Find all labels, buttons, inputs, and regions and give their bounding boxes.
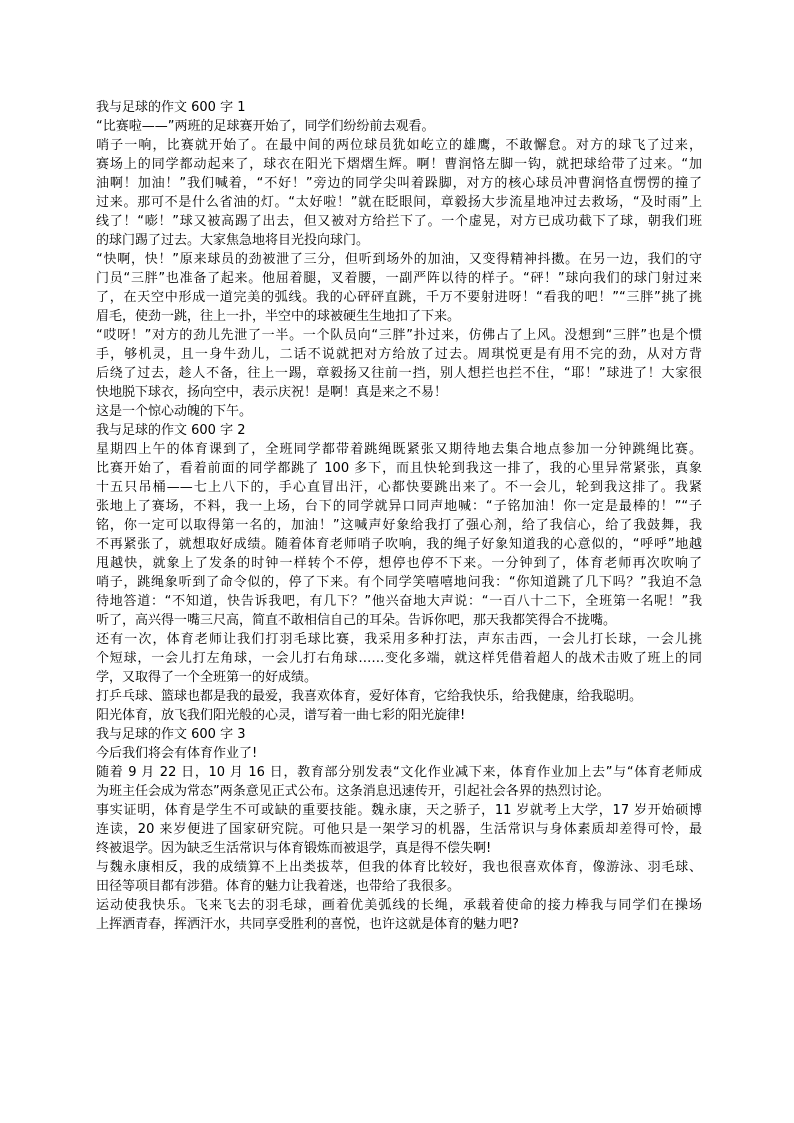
- paragraph-line: 个短球，一会儿打左角球，一会儿打右角球……变化多端，就这样凭借着超人的战术击败了班上的同: [96, 651, 702, 666]
- paragraph-line: 打乒乓球、篮球也都是我的最爱，我喜欢体育，爱好体育，它给我快乐，给我健康，给我聪明。: [96, 689, 643, 704]
- paragraph-line: 手，够机灵，且一身牛劲儿，二话不说就把对方给放了过去。周琪悦更是有用不完的劲，从对方背: [96, 347, 702, 362]
- paragraph-line: 赛场上的同学都动起来了，球衣在阳光下熠熠生辉。啊！曹润恪左脚一钩，就把球给带了过来。“加: [96, 157, 702, 172]
- paragraph-line: 不再紧张了，就想取好成绩。随着体育老师哨子吹响，我的绳子好象知道我的心意似的，“呼呼”地越: [96, 537, 702, 552]
- paragraph-line: 上挥洒青春，挥洒汗水，共同享受胜利的喜悦，也许这就是体育的魅力吧?: [96, 917, 519, 932]
- essay-1: [96, 98, 702, 421]
- essay-title: 我与足球的作文 600 字 3: [96, 727, 246, 742]
- paragraph-line: 过来。那可不是什么省油的灯。“太好啦！”就在眨眼间，章毅扬大步流星地冲过去救场，“及时雨”上: [96, 195, 702, 210]
- paragraph-line: “快啊，快！”原来球员的劲被泄了三分，但听到场外的加油，又变得精神抖擞。在另一边，我们的守: [96, 252, 702, 267]
- paragraph-line: 终被退学。因为缺乏生活常识与体育锻炼而被退学，真是得不偿失啊!: [96, 841, 492, 856]
- paragraph-line: 快地脱下球衣，扬向空中，表示庆祝！是啊！真是来之不易！: [96, 385, 448, 400]
- paragraph-line: 连读，20 来岁便进了国家研究院。可他只是一架学习的机器，生活常识与身体素质却差得可怜，最: [96, 822, 702, 837]
- paragraph-line: 事实证明，体育是学生不可或缺的重要技能。魏永康，天之骄子，11 岁就考上大学，17 岁开始硕博: [96, 803, 702, 818]
- paragraph-line: 铭，你一定可以取得第一名的，加油！”这喊声好象给我打了强心剂，给了我信心，给了我鼓舞，我: [96, 518, 702, 533]
- paragraph-line: 今后我们将会有体育作业了!: [96, 746, 258, 761]
- paragraph-line: 比赛开始了，看着前面的同学都跳了 100 多下，而且快轮到我这一排了，我的心里异常紧张，真象: [96, 461, 702, 476]
- paragraph-line: 运动使我快乐。飞来飞去的羽毛球，画着优美弧线的长绳，承载着使命的接力棒我与同学们在操场: [96, 898, 702, 913]
- essay-title: 我与足球的作文 600 字 1: [96, 100, 246, 115]
- essay-title: 我与足球的作文 600 字 2: [96, 423, 246, 438]
- paragraph-line: 这是一个惊心动魄的下午。: [96, 404, 253, 419]
- paragraph-line: 待地答道：“不知道，快告诉我吧，有几下？”他兴奋地大声说：“一百八十二下，全班第一名呢！”我: [96, 594, 702, 609]
- essay-2: [96, 421, 702, 725]
- paragraph-line: 眉毛，使劲一跳，往上一扑，半空中的球被硬生生地扣了下来。: [96, 309, 461, 324]
- paragraph-line: 随着 9 月 22 日，10 月 16 日，教育部分别发表“文化作业减下来，体育作业加上去”与“体育老师成: [96, 765, 702, 780]
- paragraph-line: 了，在天空中形成一道完美的弧线。我的心砰砰直跳，千万不要射进呀！“看我的吧！”“三胖”挑了挑: [96, 290, 702, 305]
- essay-3: [96, 725, 702, 934]
- paragraph-line: 学，又取得了一个全班第一的好成绩。: [96, 670, 318, 685]
- paragraph-line: 哨子，跳绳象听到了命令似的，停了下来。有个同学笑嘻嘻地问我：“你知道跳了几下吗？”我迫不急: [96, 575, 702, 590]
- paragraph-line: 还有一次，体育老师让我们打羽毛球比赛，我采用多种打法，声东击西，一会儿打长球，一会儿挑: [96, 632, 702, 647]
- paragraph-line: 阳光体育，放飞我们阳光般的心灵，谱写着一曲七彩的阳光旋律!: [96, 708, 466, 723]
- paragraph-line: 听了，高兴得一嘴三尺高，简直不敢相信自己的耳朵。告诉你吧，那天我都笑得合不拢嘴。: [96, 613, 617, 628]
- paragraph-line: 张地上了赛场，不料，我一上场，台下的同学就异口同声地喊：“子铭加油！你一定是最棒的！”“子: [96, 499, 702, 514]
- paragraph-line: 哨子一响，比赛就开始了。在最中间的两位球员犹如屹立的雄鹰，不敢懈怠。对方的球飞了过来，: [96, 138, 702, 153]
- paragraph-line: 油啊！加油！”我们喊着，“不好！”旁边的同学尖叫着跺脚，对方的核心球员冲曹润恪直愣愣的撞了: [96, 176, 702, 191]
- paragraph-line: 田径等项目都有涉猎。体育的魅力让我着迷，也带给了我很多。: [96, 879, 461, 894]
- paragraph-line: 星期四上午的体育课到了，全班同学都带着跳绳既紧张又期待地去集合地点参加一分钟跳绳比赛。: [96, 442, 702, 457]
- paragraph-line: “哎呀！”对方的劲儿先泄了一半。一个队员向“三胖”扑过来，仿佛占了上风。没想到“三胖”也是个惯: [96, 328, 702, 343]
- paragraph-line: 甩越快，就象上了发条的时钟一样转个不停，想停也停不下来。一分钟到了，体育老师再次吹响了: [96, 556, 702, 571]
- paragraph-line: 与魏永康相反，我的成绩算不上出类拔萃，但我的体育比较好，我也很喜欢体育，像游泳、羽毛球、: [96, 860, 702, 875]
- paragraph-line: 十五只吊桶——七上八下的，手心直冒出汗，心都快要跳出来了。不一会儿，轮到我这排了。我紧: [96, 480, 702, 495]
- paragraph-line: 后绕了过去，趁人不备，往上一踢，章毅扬又往前一挡，别人想拦也拦不住，“耶！”球进了！大家很: [96, 366, 702, 381]
- paragraph-line: 的球门踢了过去。大家焦急地将目光投向球门。: [96, 233, 370, 248]
- paragraph-line: 线了！“嘭！”球又被高踢了出去，但又被对方给拦下了。一个虚晃，对方已成功截下了球，朝我们班: [96, 214, 702, 229]
- paragraph-line: “比赛啦——”两班的足球赛开始了，同学们纷纷前去观看。: [96, 119, 435, 134]
- paragraph-line: 门员“三胖”也准备了起来。他屈着腿，叉着腰，一副严阵以待的样子。“砰！”球向我们的球门射过来: [96, 271, 702, 286]
- paragraph-line: 为班主任会成为常态”两条意见正式公布。这条消息迅速传开，引起社会各界的热烈讨论。: [96, 784, 610, 799]
- document-page: [96, 98, 702, 934]
